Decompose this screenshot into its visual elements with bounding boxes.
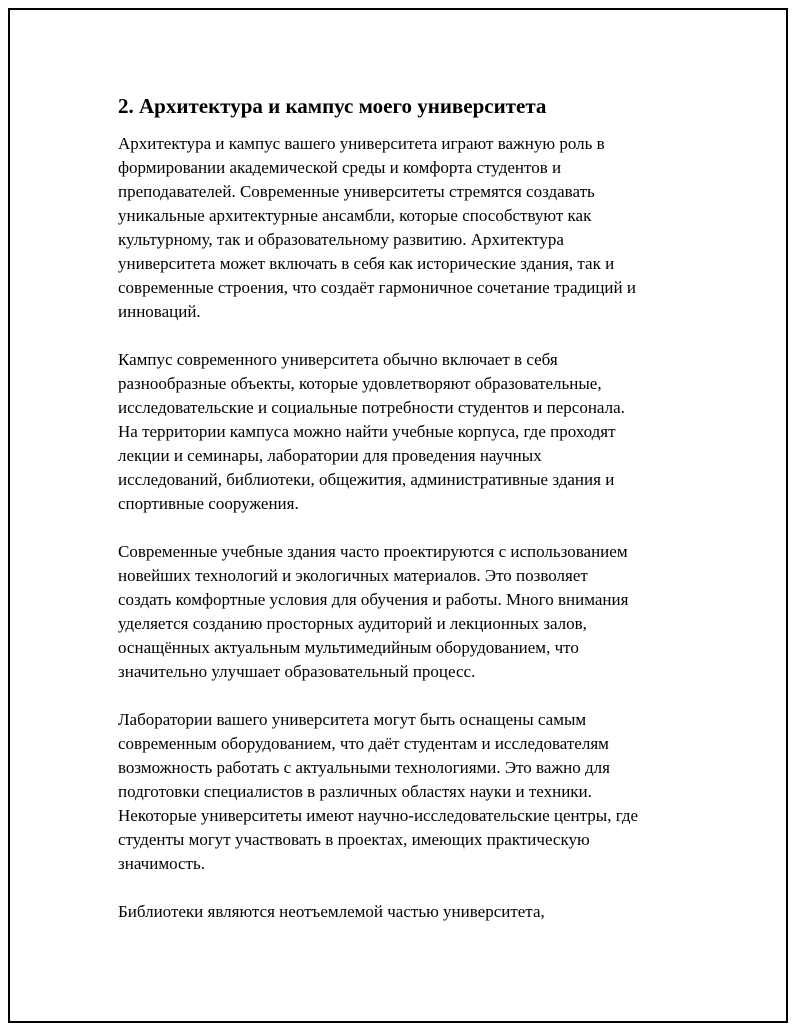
text-line: значимость. [118, 854, 205, 873]
text-line: значительно улучшает образовательный процесс. [118, 662, 476, 681]
text-line: формировании академической среды и комфорта студентов и [118, 158, 562, 177]
text-line: преподавателей. Современные университеты стремятся создавать [118, 182, 595, 201]
text-line: университета может включать в себя как исторические здания, так и [118, 254, 615, 273]
text-line: оснащённых актуальным мультимедийным оборудованием, что [118, 638, 579, 657]
text-line: уделяется созданию просторных аудиторий и лекционных залов, [118, 614, 587, 633]
paragraph-libraries [118, 900, 718, 924]
text-line: Некоторые университеты имеют научно-исследовательские центры, где [118, 806, 639, 825]
text-line: Архитектура и кампус вашего университета играют важную роль в [118, 134, 605, 153]
section-heading: 2. Архитектура и кампус моего университета [118, 94, 547, 118]
text-line: лекции и семинары, лаборатории для проведения научных [118, 446, 542, 465]
text-line: культурному, так и образовательному развитию. Архитектура [118, 230, 564, 249]
text-line: исследовательские и социальные потребности студентов и персонала. [118, 398, 625, 417]
text-line: студенты могут участвовать в проектах, имеющих практическую [118, 830, 590, 849]
text-line: разнообразные объекты, которые удовлетворяют образовательные, [118, 374, 602, 393]
paragraph-architecture [118, 132, 718, 324]
text-line: На территории кампуса можно найти учебные корпуса, где проходят [118, 422, 616, 441]
text-line: подготовки специалистов в различных областях науки и техники. [118, 782, 592, 801]
text-line: современные строения, что создаёт гармоничное сочетание традиций и [118, 278, 636, 297]
document-content [118, 92, 718, 948]
text-line: создать комфортные условия для обучения и работы. Много внимания [118, 590, 629, 609]
text-line: исследований, библиотеки, общежития, административные здания и [118, 470, 615, 489]
text-line: спортивные сооружения. [118, 494, 299, 513]
text-line: современным оборудованием, что даёт студентам и исследователям [118, 734, 609, 753]
paragraph-buildings [118, 540, 718, 684]
paragraph-campus [118, 348, 718, 516]
paragraph-laboratories [118, 708, 718, 876]
text-line: уникальные архитектурные ансамбли, которые способствуют как [118, 206, 592, 225]
text-line: возможность работать с актуальными технологиями. Это важно для [118, 758, 610, 777]
text-line: Кампус современного университета обычно включает в себя [118, 350, 558, 369]
text-line: Библиотеки являются неотъемлемой частью университета, [118, 902, 545, 921]
text-line: Лаборатории вашего университета могут быть оснащены самым [118, 710, 587, 729]
text-line: инноваций. [118, 302, 201, 321]
text-line: новейших технологий и экологичных материалов. Это позволяет [118, 566, 588, 585]
text-line: Современные учебные здания часто проектируются с использованием [118, 542, 628, 561]
